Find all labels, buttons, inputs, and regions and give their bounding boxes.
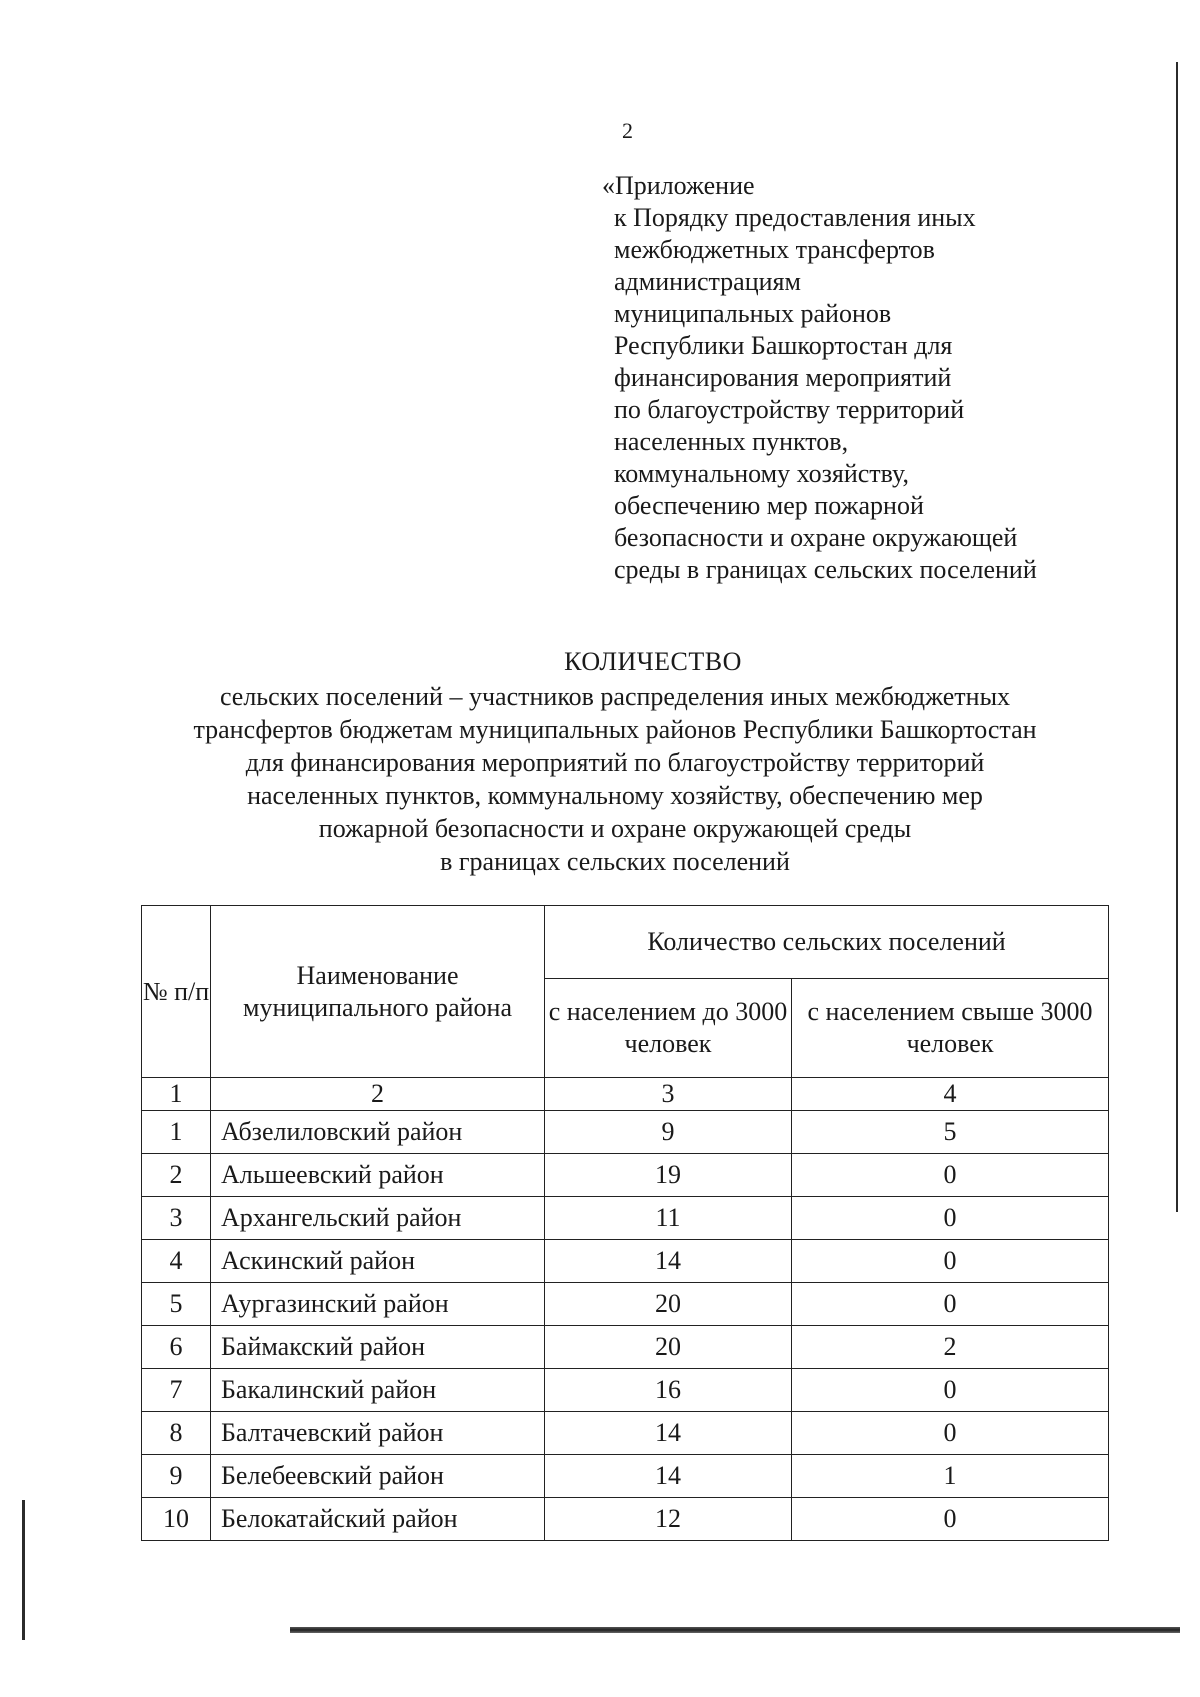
count-under-3000: 9	[545, 1111, 792, 1154]
count-over-3000: 0	[792, 1498, 1109, 1541]
column-number-row	[142, 1078, 1109, 1111]
count-over-3000: 0	[792, 1283, 1109, 1326]
subtitle-line: пожарной безопасности и охране окружающей среды	[318, 814, 912, 843]
appendix-line: по благоустройству территорий	[614, 395, 965, 424]
count-over-3000: 0	[792, 1240, 1109, 1283]
scan-edge-left	[22, 1500, 25, 1640]
subtitle-line: в границах сельских поселений	[440, 847, 790, 876]
column-number: 3	[545, 1078, 792, 1111]
count-under-3000: 12	[545, 1498, 792, 1541]
district-name: Белебеевский район	[211, 1455, 545, 1498]
appendix-line: населенных пунктов,	[614, 427, 849, 456]
header-name: Наименование муниципального района	[211, 906, 545, 1078]
count-under-3000: 19	[545, 1154, 792, 1197]
count-under-3000: 11	[545, 1197, 792, 1240]
table-row	[142, 1412, 1109, 1455]
count-under-3000: 20	[545, 1283, 792, 1326]
count-over-3000: 0	[792, 1369, 1109, 1412]
count-over-3000: 0	[792, 1412, 1109, 1455]
scan-edge-bottom	[290, 1627, 1180, 1633]
table-row	[142, 1111, 1109, 1154]
appendix-line: среды в границах сельских поселений	[614, 555, 1037, 584]
row-num: 9	[142, 1455, 211, 1498]
count-over-3000: 0	[792, 1154, 1109, 1197]
appendix-line: межбюджетных трансфертов	[614, 235, 935, 264]
district-name: Баймакский район	[211, 1326, 545, 1369]
header-num: № п/п	[142, 906, 211, 1078]
header-over-3000: с населением свыше 3000 человек	[792, 979, 1109, 1078]
appendix-line: к Порядку предоставления иных	[614, 203, 976, 232]
row-num: 7	[142, 1369, 211, 1412]
count-over-3000: 1	[792, 1455, 1109, 1498]
row-num: 4	[142, 1240, 211, 1283]
district-name: Белокатайский район	[211, 1498, 545, 1541]
count-over-3000: 2	[792, 1326, 1109, 1369]
district-name: Альшеевский район	[211, 1154, 545, 1197]
column-number: 1	[142, 1078, 211, 1111]
appendix-line: администрациям	[614, 267, 801, 296]
header-group: Количество сельских поселений	[545, 906, 1109, 979]
count-under-3000: 20	[545, 1326, 792, 1369]
count-under-3000: 14	[545, 1240, 792, 1283]
appendix-line: финансирования мероприятий	[614, 363, 952, 392]
table-row	[142, 1326, 1109, 1369]
document-subtitle	[130, 680, 1100, 878]
settlements-table	[141, 905, 1109, 1541]
district-name: Бакалинский район	[211, 1369, 545, 1412]
table-row	[142, 1240, 1109, 1283]
appendix-line: безопасности и охране окружающей	[614, 523, 1018, 552]
district-name: Архангельский район	[211, 1197, 545, 1240]
row-num: 3	[142, 1197, 211, 1240]
table-row	[142, 1455, 1109, 1498]
subtitle-line: трансфертов бюджетам муниципальных районов Республики Башкортостан	[193, 715, 1037, 744]
column-number: 2	[211, 1078, 545, 1111]
subtitle-line: для финансирования мероприятий по благоустройству территорий	[245, 748, 985, 777]
count-under-3000: 14	[545, 1455, 792, 1498]
district-name: Аургазинский район	[211, 1283, 545, 1326]
count-over-3000: 0	[792, 1197, 1109, 1240]
table-row	[142, 1154, 1109, 1197]
table-row	[142, 1197, 1109, 1240]
subtitle-line: сельских поселений – участников распределения иных межбюджетных	[219, 682, 1011, 711]
appendix-block	[602, 170, 1102, 586]
row-num: 10	[142, 1498, 211, 1541]
count-under-3000: 16	[545, 1369, 792, 1412]
appendix-line: «Приложение	[602, 171, 755, 200]
scan-edge-right	[1176, 62, 1178, 1212]
appendix-line: обеспечению мер пожарной	[614, 491, 924, 520]
row-num: 5	[142, 1283, 211, 1326]
subtitle-line: населенных пунктов, коммунальному хозяйству, обеспечению мер	[247, 781, 983, 810]
page-number: 2	[622, 118, 633, 143]
header-under-3000: с населением до 3000 человек	[545, 979, 792, 1078]
table-row	[142, 1498, 1109, 1541]
row-num: 1	[142, 1111, 211, 1154]
count-over-3000: 5	[792, 1111, 1109, 1154]
row-num: 2	[142, 1154, 211, 1197]
document-title: КОЛИЧЕСТВО	[564, 647, 742, 676]
district-name: Аскинский район	[211, 1240, 545, 1283]
row-num: 8	[142, 1412, 211, 1455]
table-row	[142, 1283, 1109, 1326]
district-name: Абзелиловский район	[211, 1111, 545, 1154]
appendix-line: коммунальному хозяйству,	[614, 459, 909, 488]
appendix-line: Республики Башкортостан для	[614, 331, 953, 360]
column-number: 4	[792, 1078, 1109, 1111]
row-num: 6	[142, 1326, 211, 1369]
appendix-line: муниципальных районов	[614, 299, 892, 328]
district-name: Балтачевский район	[211, 1412, 545, 1455]
count-under-3000: 14	[545, 1412, 792, 1455]
table-row	[142, 1369, 1109, 1412]
